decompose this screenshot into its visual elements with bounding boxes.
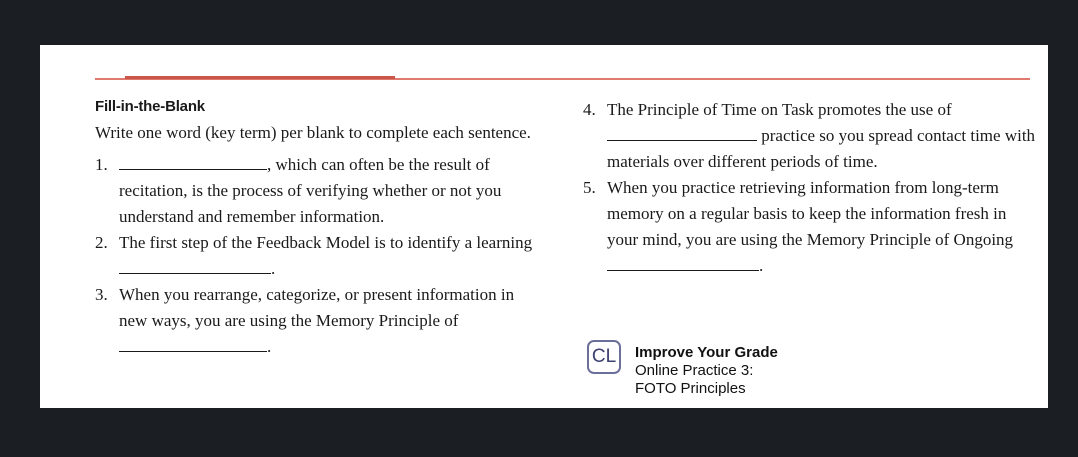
question-item-1 (95, 152, 545, 230)
question-list (95, 152, 545, 360)
answer-blank-5[interactable] (607, 253, 759, 271)
question-text-before: When you practice retrieving information from long-term memory on a regular basis to keep the information fresh in your mind, you are using the Memory Principle of Ongoing (607, 178, 1014, 249)
course-link-icon[interactable]: CL (587, 340, 621, 374)
callout-title: Improve Your Grade (635, 344, 778, 361)
question-text-after: . (759, 256, 764, 275)
question-number: 3. (95, 285, 108, 304)
answer-blank-4[interactable] (607, 123, 757, 141)
question-item-3 (95, 282, 545, 360)
question-number: 4. (583, 100, 596, 119)
question-text-before: The Principle of Time on Task promotes the use of (607, 100, 952, 119)
question-item-2 (95, 230, 545, 282)
question-item-4 (583, 97, 1038, 175)
question-number: 2. (95, 233, 108, 252)
question-text-after: , which can often be the result of recitation, is the process of verifying whether or not you understand and remember information. (119, 155, 502, 226)
instructions-text: Write one word (key term) per blank to complete each sentence. (95, 123, 531, 142)
answer-blank-1[interactable] (119, 152, 267, 170)
answer-blank-2[interactable] (119, 256, 271, 274)
header-accent-rule (125, 76, 395, 79)
answer-blank-3[interactable] (119, 334, 267, 352)
callout-line-2: FOTO Principles (635, 380, 746, 397)
left-column (95, 98, 545, 360)
question-number: 1. (95, 155, 108, 174)
right-column (583, 97, 1038, 397)
question-item-5 (583, 175, 1038, 279)
question-text-after: . (271, 259, 276, 278)
question-list-continued (583, 97, 1038, 279)
question-text-after: practice so you spread contact time with materials over different periods of time. (607, 126, 1036, 171)
improve-grade-callout[interactable] (635, 344, 778, 398)
question-number: 5. (583, 178, 596, 197)
callout-line-1: Online Practice 3: (635, 362, 754, 379)
question-text-before: When you rearrange, categorize, or present information in new ways, you are using the Memory Principle of (119, 285, 515, 330)
question-text-before: The first step of the Feedback Model is to identify a learning (119, 233, 533, 252)
section-heading: Fill-in-the-Blank (95, 98, 205, 115)
question-text-after: . (267, 337, 272, 356)
textbook-page (40, 45, 1048, 408)
